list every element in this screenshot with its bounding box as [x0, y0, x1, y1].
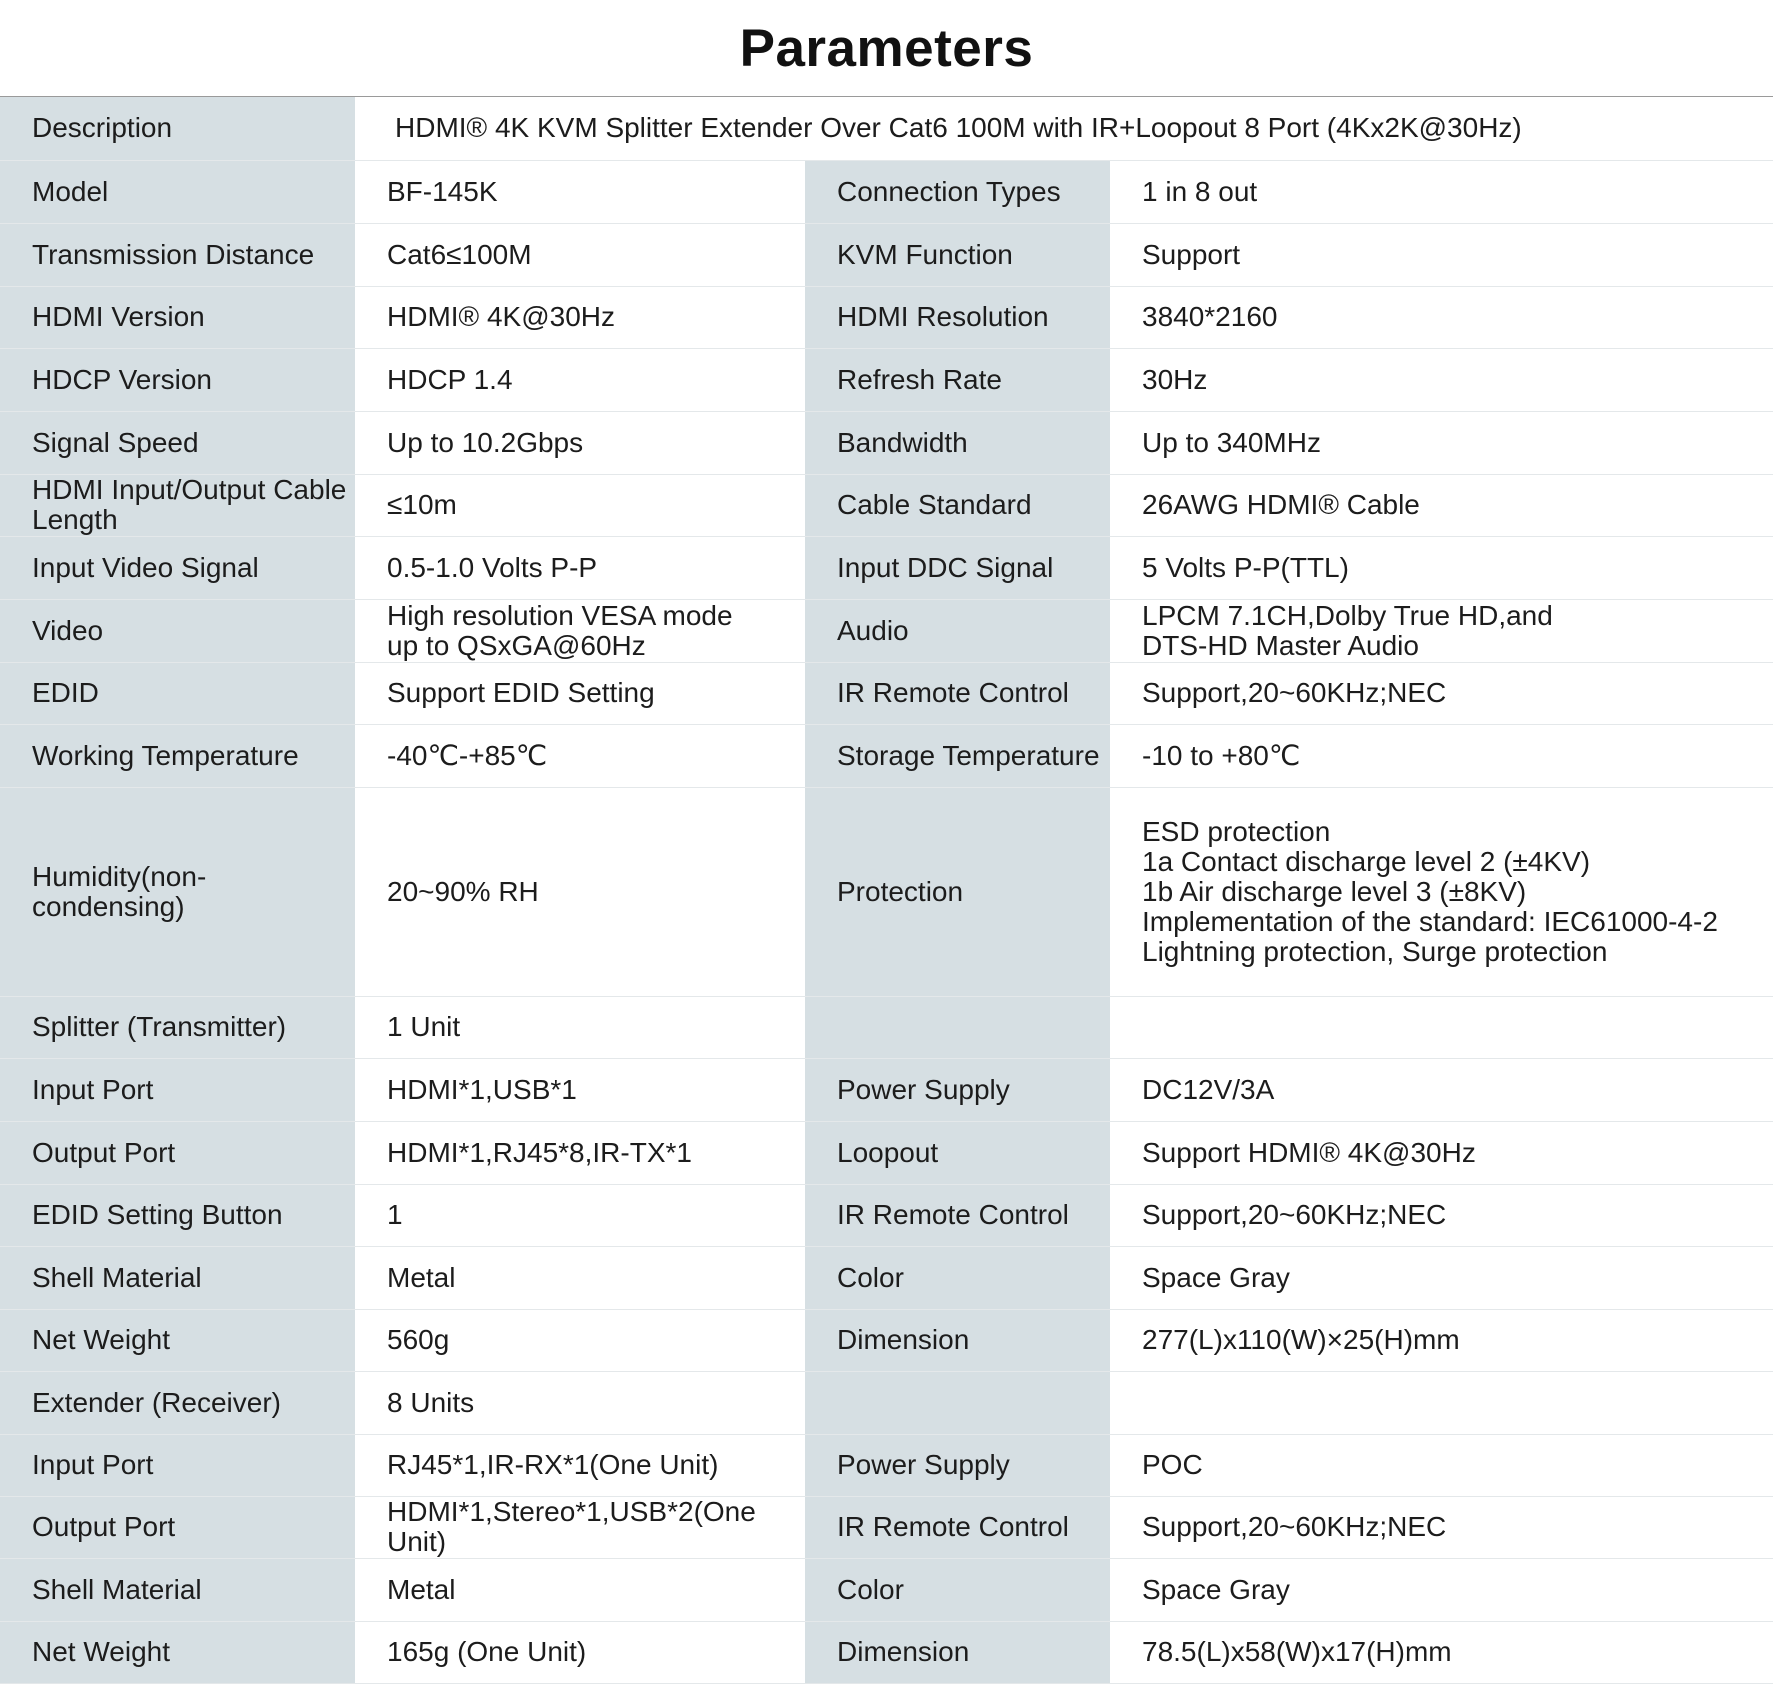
param-value-right: 277(L)x110(W)×25(H)mm: [1110, 1309, 1773, 1371]
param-label-left: HDMI Version: [0, 286, 355, 348]
param-value-right: Support,20~60KHz;NEC: [1110, 662, 1773, 724]
table-row: [0, 599, 1773, 662]
param-value-right: Support HDMI® 4K@30Hz: [1110, 1121, 1773, 1184]
param-value-right: ESD protection 1a Contact discharge level 2 (±4KV) 1b Air discharge level 3 (±8KV) Implementation of the standard: IEC61000-4-2 Lightning protection, Surge protection: [1110, 787, 1773, 996]
table-row: [0, 223, 1773, 286]
param-label-right: Storage Temperature: [805, 724, 1110, 787]
table-row: [0, 787, 1773, 996]
page-title: Parameters: [0, 0, 1773, 97]
param-label-left: Working Temperature: [0, 724, 355, 787]
param-value-right: [1110, 1371, 1773, 1434]
table-row: [0, 1434, 1773, 1496]
param-label-right: [805, 996, 1110, 1058]
param-value-left: Metal: [355, 1246, 805, 1309]
param-label-left: Output Port: [0, 1121, 355, 1184]
param-value-left: 1: [355, 1184, 805, 1246]
param-label-left: Input Port: [0, 1058, 355, 1121]
parameters-table: [0, 97, 1773, 1684]
param-value-right: [1110, 996, 1773, 1058]
description-label: Description: [0, 97, 355, 160]
param-label-right: Connection Types: [805, 160, 1110, 223]
param-value-left: 165g (One Unit): [355, 1621, 805, 1683]
param-label-left: HDCP Version: [0, 348, 355, 411]
param-value-left: 1 Unit: [355, 996, 805, 1058]
table-row: [0, 536, 1773, 599]
param-label-left: Output Port: [0, 1496, 355, 1558]
param-value-left: 8 Units: [355, 1371, 805, 1434]
param-value-right: 30Hz: [1110, 348, 1773, 411]
param-label-left: Signal Speed: [0, 411, 355, 474]
param-value-left: 20~90% RH: [355, 787, 805, 996]
table-row: [0, 1371, 1773, 1434]
table-row: [0, 286, 1773, 348]
param-label-left: Input Port: [0, 1434, 355, 1496]
param-label-left: Shell Material: [0, 1558, 355, 1621]
param-label-right: Color: [805, 1246, 1110, 1309]
table-row: [0, 1621, 1773, 1683]
param-label-right: Loopout: [805, 1121, 1110, 1184]
param-value-right: Up to 340MHz: [1110, 411, 1773, 474]
param-value-left: BF-145K: [355, 160, 805, 223]
param-value-left: HDMI*1,USB*1: [355, 1058, 805, 1121]
table-row: [0, 1058, 1773, 1121]
param-label-right: Dimension: [805, 1309, 1110, 1371]
param-value-right: POC: [1110, 1434, 1773, 1496]
param-label-right: [805, 1371, 1110, 1434]
param-value-left: 560g: [355, 1309, 805, 1371]
param-label-left: Model: [0, 160, 355, 223]
param-value-right: Space Gray: [1110, 1246, 1773, 1309]
param-label-left: Humidity(non-condensing): [0, 787, 355, 996]
table-row: [0, 1121, 1773, 1184]
param-value-right: Support,20~60KHz;NEC: [1110, 1496, 1773, 1558]
table-row: [0, 1496, 1773, 1558]
param-label-right: Protection: [805, 787, 1110, 996]
param-label-left: Splitter (Transmitter): [0, 996, 355, 1058]
param-value-left: HDMI*1,Stereo*1,USB*2(One Unit): [355, 1496, 805, 1558]
param-value-right: 5 Volts P-P(TTL): [1110, 536, 1773, 599]
param-label-right: IR Remote Control: [805, 1184, 1110, 1246]
param-value-left: HDMI® 4K@30Hz: [355, 286, 805, 348]
param-label-right: IR Remote Control: [805, 662, 1110, 724]
param-label-right: Dimension: [805, 1621, 1110, 1683]
param-label-right: Color: [805, 1558, 1110, 1621]
param-label-right: Audio: [805, 599, 1110, 662]
param-label-left: Input Video Signal: [0, 536, 355, 599]
param-label-left: Extender (Receiver): [0, 1371, 355, 1434]
param-value-left: HDCP 1.4: [355, 348, 805, 411]
param-value-left: Up to 10.2Gbps: [355, 411, 805, 474]
param-value-right: 78.5(L)x58(W)x17(H)mm: [1110, 1621, 1773, 1683]
param-label-right: IR Remote Control: [805, 1496, 1110, 1558]
table-row: [0, 474, 1773, 536]
param-value-right: LPCM 7.1CH,Dolby True HD,and DTS-HD Master Audio: [1110, 599, 1773, 662]
param-label-right: Input DDC Signal: [805, 536, 1110, 599]
param-value-left: ≤10m: [355, 474, 805, 536]
param-value-right: -10 to +80℃: [1110, 724, 1773, 787]
param-label-left: Net Weight: [0, 1621, 355, 1683]
param-label-left: Shell Material: [0, 1246, 355, 1309]
param-value-right: 3840*2160: [1110, 286, 1773, 348]
param-label-right: Power Supply: [805, 1434, 1110, 1496]
param-value-right: DC12V/3A: [1110, 1058, 1773, 1121]
param-value-left: Support EDID Setting: [355, 662, 805, 724]
param-value-left: HDMI*1,RJ45*8,IR-TX*1: [355, 1121, 805, 1184]
param-label-right: Power Supply: [805, 1058, 1110, 1121]
table-row: [0, 1558, 1773, 1621]
param-value-left: Cat6≤100M: [355, 223, 805, 286]
param-value-left: High resolution VESA mode up to QSxGA@60Hz: [355, 599, 805, 662]
param-label-right: Refresh Rate: [805, 348, 1110, 411]
param-label-left: EDID: [0, 662, 355, 724]
table-row: [0, 996, 1773, 1058]
param-value-left: Metal: [355, 1558, 805, 1621]
parameters-table-body: [0, 97, 1773, 1683]
table-row: [0, 1309, 1773, 1371]
description-row: [0, 97, 1773, 160]
table-row: [0, 160, 1773, 223]
table-row: [0, 1246, 1773, 1309]
param-label-right: Bandwidth: [805, 411, 1110, 474]
param-label-left: Transmission Distance: [0, 223, 355, 286]
param-label-left: Video: [0, 599, 355, 662]
table-row: [0, 662, 1773, 724]
param-value-right: 26AWG HDMI® Cable: [1110, 474, 1773, 536]
param-label-left: HDMI Input/Output Cable Length: [0, 474, 355, 536]
param-value-right: Support,20~60KHz;NEC: [1110, 1184, 1773, 1246]
param-label-right: KVM Function: [805, 223, 1110, 286]
param-value-left: RJ45*1,IR-RX*1(One Unit): [355, 1434, 805, 1496]
param-label-left: Net Weight: [0, 1309, 355, 1371]
param-label-right: HDMI Resolution: [805, 286, 1110, 348]
description-value: HDMI® 4K KVM Splitter Extender Over Cat6 100M with IR+Loopout 8 Port (4Kx2K@30Hz): [355, 97, 1773, 160]
param-value-left: -40℃-+85℃: [355, 724, 805, 787]
table-row: [0, 724, 1773, 787]
table-row: [0, 348, 1773, 411]
param-value-right: Space Gray: [1110, 1558, 1773, 1621]
param-label-right: Cable Standard: [805, 474, 1110, 536]
table-row: [0, 411, 1773, 474]
param-value-right: Support: [1110, 223, 1773, 286]
param-label-left: EDID Setting Button: [0, 1184, 355, 1246]
param-value-right: 1 in 8 out: [1110, 160, 1773, 223]
table-row: [0, 1184, 1773, 1246]
param-value-left: 0.5-1.0 Volts P-P: [355, 536, 805, 599]
